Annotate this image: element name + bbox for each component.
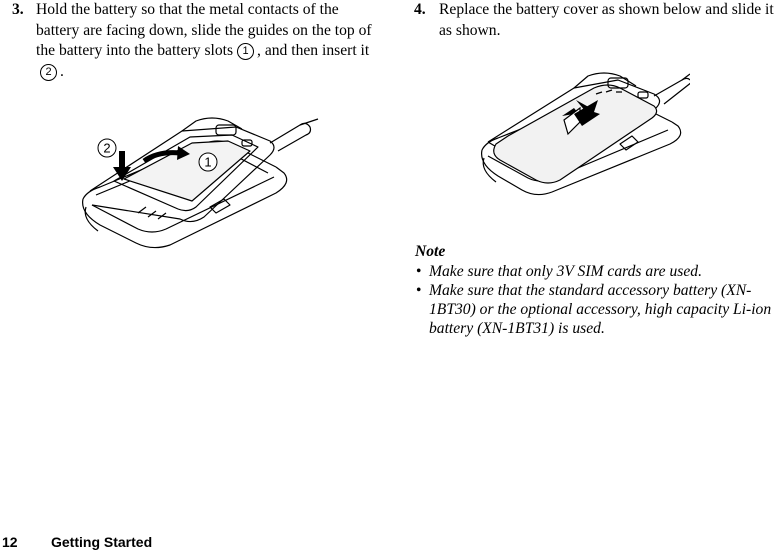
note-section — [415, 242, 778, 338]
circled-number-marker — [199, 153, 217, 171]
phone-with-cover-drawing — [482, 73, 690, 195]
marker-label: 2 — [103, 140, 111, 156]
page-number: 12 — [2, 534, 18, 550]
note-title: Note — [415, 243, 446, 260]
circled-number-marker — [98, 139, 116, 157]
note-list — [415, 262, 778, 338]
note-item — [415, 281, 778, 338]
step-number: 3. — [12, 1, 24, 18]
step-text: Replace the battery cover as shown below and slide it as shown. — [439, 1, 774, 39]
circled-number-marker: 2 — [40, 64, 57, 81]
battery-insertion-illustration — [78, 95, 324, 257]
circled-number-marker: 1 — [237, 43, 254, 60]
bullet-icon: • — [416, 282, 422, 299]
step-number: 4. — [414, 1, 426, 18]
phone-body-drawing — [83, 118, 318, 248]
step-text-part: . — [60, 62, 64, 80]
step-3 — [12, 0, 384, 82]
step-text-part: Hold the battery so that the metal contacts of the battery are facing down, slide the guides on the top of the battery into the battery slots — [36, 1, 372, 59]
bullet-icon: • — [416, 263, 422, 280]
note-item-text: Make sure that only 3V SIM cards are used. — [429, 263, 702, 280]
page-footer — [0, 534, 300, 550]
step-4 — [414, 0, 778, 42]
note-item — [415, 262, 778, 281]
marker-label: 1 — [204, 154, 212, 170]
battery-cover-illustration — [478, 64, 690, 216]
step-text-part: , and then insert it — [257, 42, 370, 59]
section-title: Getting Started — [51, 534, 153, 550]
step-text — [36, 0, 384, 82]
note-item-text: Make sure that the standard accessory battery (XN-1BT30) or the optional accessory, high capacity Li-ion battery (XN-1BT31) is used. — [429, 282, 772, 337]
